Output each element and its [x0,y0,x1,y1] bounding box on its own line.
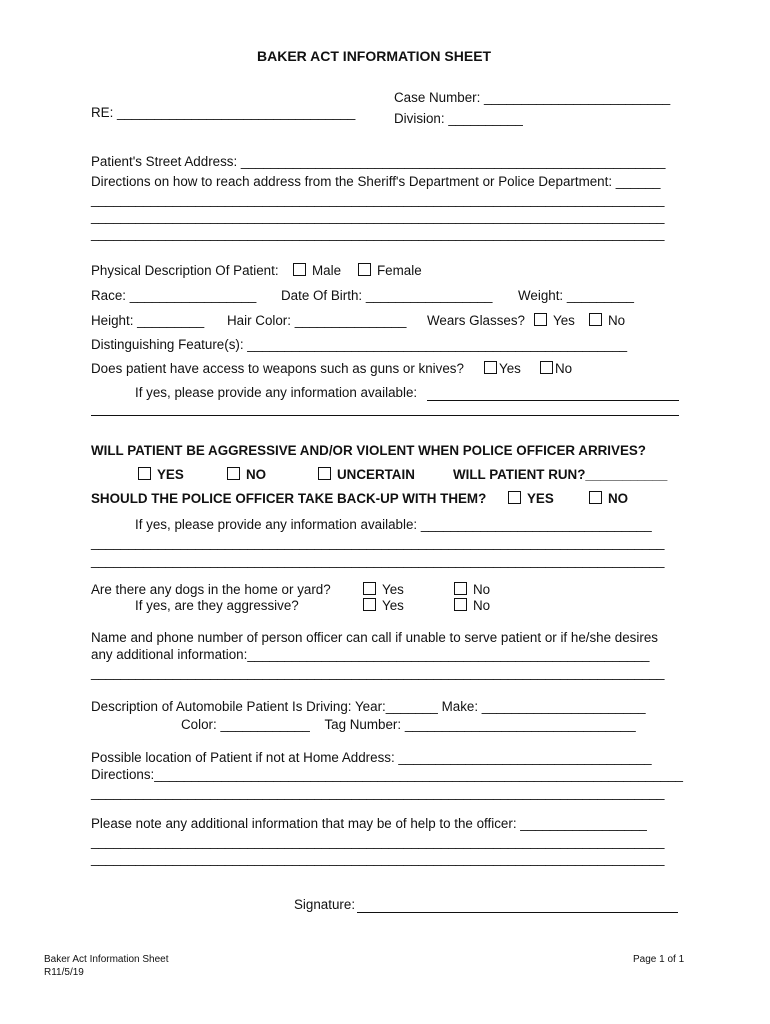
weight-field[interactable]: Weight: _________ [518,288,634,303]
dogs-yes-label: Yes [382,582,404,597]
footer-form-name: Baker Act Information Sheet [44,954,169,965]
dogs-aggressive-no-checkbox[interactable] [454,598,467,611]
weapons-yes-label: Yes [499,361,521,376]
weapons-yes-checkbox[interactable] [484,361,497,374]
additional-info-field[interactable]: Please note any additional information that may be of help to the officer: _________________ [91,816,647,831]
glasses-yes-checkbox[interactable] [534,313,547,326]
female-checkbox[interactable] [358,263,371,276]
case-number-field[interactable]: Case Number: _________________________ [394,90,671,105]
backup-question: SHOULD THE POLICE OFFICER TAKE BACK-UP WITH THEM? [91,491,487,506]
backup-info-blank-line[interactable]: _____________________________________________________________________________ [91,535,665,550]
glasses-no-checkbox[interactable] [589,313,602,326]
additional-info-blank-line[interactable]: _____________________________________________________________________________ [91,834,665,849]
weapons-info-line[interactable] [427,400,679,401]
contact-person-label: Name and phone number of person officer can call if unable to serve patient or if he/she desires [91,630,658,645]
dogs-no-checkbox[interactable] [454,582,467,595]
race-field[interactable]: Race: _________________ [91,288,257,303]
weapons-info-label: If yes, please provide any information available: [135,385,418,400]
backup-no-checkbox[interactable] [589,491,602,504]
directions-2-blank-line[interactable]: _____________________________________________________________________________ [91,785,665,800]
directions-blank-line[interactable]: _____________________________________________________________________________ [91,226,665,241]
height-field[interactable]: Height: _________ [91,313,205,328]
directions-label[interactable]: Directions on how to reach address from the Sheriff's Department or Police Department: ______ [91,174,661,189]
automobile-field[interactable]: Description of Automobile Patient Is Driving: Year:_______ Make: ______________________ [91,699,646,714]
aggressive-uncertain-checkbox[interactable] [318,467,331,480]
signature-label: Signature: [294,897,356,912]
aggressive-yes-checkbox[interactable] [138,467,151,480]
glasses-no-label: No [608,313,626,328]
dogs-question: Are there any dogs in the home or yard? [91,582,331,597]
aggressive-uncertain-label: UNCERTAIN [337,467,415,482]
dogs-aggressive-yes-label: Yes [382,598,404,613]
contact-person-field[interactable]: any additional information:______________________________________________________ [91,647,650,662]
footer-revision: R11/5/19 [44,967,84,978]
weapons-no-checkbox[interactable] [540,361,553,374]
dogs-aggressive-yes-checkbox[interactable] [363,598,376,611]
form-title: BAKER ACT INFORMATION SHEET [257,48,492,64]
male-label: Male [312,263,342,278]
additional-info-blank-line[interactable]: _____________________________________________________________________________ [91,851,665,866]
will-patient-run-field[interactable]: WILL PATIENT RUN?___________ [453,467,668,482]
weapons-no-label: No [555,361,573,376]
directions-blank-line[interactable]: _____________________________________________________________________________ [91,192,665,207]
weapons-question: Does patient have access to weapons such as guns or knives? [91,361,464,376]
date-of-birth-field[interactable]: Date Of Birth: _________________ [281,288,493,303]
aggressive-yes-label: YES [157,467,184,482]
dogs-aggressive-question: If yes, are they aggressive? [135,598,299,613]
possible-location-field[interactable]: Possible location of Patient if not at Home Address: __________________________________ [91,750,652,765]
signature-line[interactable] [357,912,678,913]
backup-info-blank-line[interactable]: _____________________________________________________________________________ [91,553,665,568]
hair-color-field[interactable]: Hair Color: _______________ [227,313,407,328]
female-label: Female [377,263,422,278]
contact-person-blank-line[interactable]: _____________________________________________________________________________ [91,665,665,680]
glasses-yes-label: Yes [553,313,575,328]
backup-no-label: NO [608,491,629,506]
physical-description-label: Physical Description Of Patient: [91,263,279,278]
directions-blank-line[interactable]: _____________________________________________________________________________ [91,209,665,224]
re-field[interactable]: RE: ________________________________ [91,105,356,120]
weapons-info-line-2[interactable] [91,415,679,416]
division-field[interactable]: Division: __________ [394,111,523,126]
street-address-field[interactable]: Patient's Street Address: _________________________________________________________ [91,154,666,169]
backup-yes-label: YES [527,491,554,506]
color-tag-field[interactable]: Color: ____________ Tag Number: _______________________________ [181,717,636,732]
aggressive-no-checkbox[interactable] [227,467,240,480]
backup-info-field[interactable]: If yes, please provide any information available: _______________________________ [135,517,652,532]
footer-page-number: Page 1 of 1 [633,954,685,965]
male-checkbox[interactable] [293,263,306,276]
backup-yes-checkbox[interactable] [508,491,521,504]
wears-glasses-label: Wears Glasses? [427,313,525,328]
directions-2-field[interactable]: Directions:_______________________________________________________________________ [91,767,684,782]
aggressive-no-label: NO [246,467,267,482]
dogs-aggressive-no-label: No [473,598,491,613]
dogs-no-label: No [473,582,491,597]
distinguishing-features-field[interactable]: Distinguishing Feature(s): ___________________________________________________ [91,337,628,352]
aggressive-question: WILL PATIENT BE AGGRESSIVE AND/OR VIOLENT WHEN POLICE OFFICER ARRIVES? [91,443,646,458]
dogs-yes-checkbox[interactable] [363,582,376,595]
